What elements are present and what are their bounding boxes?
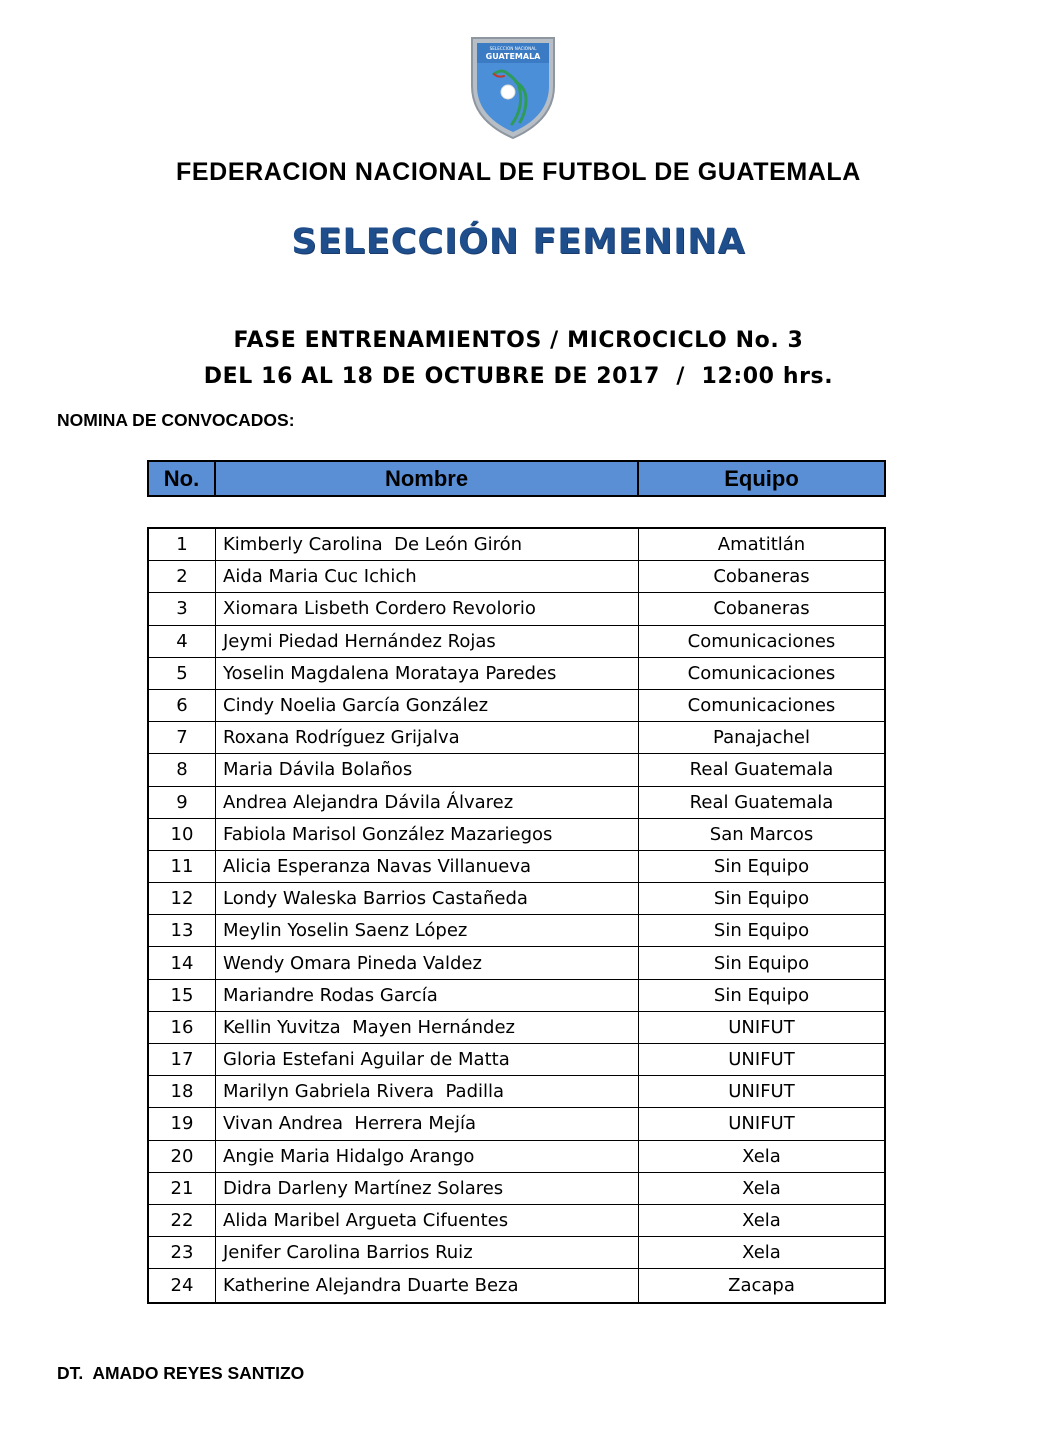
- cell-equipo: UNIFUT: [728, 1049, 795, 1071]
- table-row: [149, 658, 884, 690]
- cell-no: 2: [149, 561, 216, 592]
- cell-no: 8: [149, 754, 216, 785]
- column-header-equipo: Equipo: [724, 465, 799, 491]
- cell-nombre: Kimberly Carolina De León Girón: [216, 529, 639, 560]
- table-row: [149, 1076, 884, 1108]
- cell-no: 3: [149, 593, 216, 624]
- cell-equipo: UNIFUT: [728, 1016, 795, 1038]
- logo-line1: SELECCION NACIONAL: [489, 46, 537, 51]
- roster-table: [147, 527, 886, 1304]
- cell-nombre: Cindy Noelia García González: [216, 690, 639, 721]
- table-row: [149, 1141, 884, 1173]
- table-row: [149, 787, 884, 819]
- table-row: [149, 947, 884, 979]
- cell-no: 10: [149, 819, 216, 850]
- cell-nombre: Vivan Andrea Herrera Mejía: [216, 1108, 639, 1139]
- cell-equipo: Sin Equipo: [713, 888, 810, 910]
- cell-nombre: Katherine Alejandra Duarte Beza: [216, 1269, 639, 1301]
- table-row: [149, 883, 884, 915]
- cell-no: 18: [149, 1076, 216, 1107]
- table-row: [149, 722, 884, 754]
- cell-no: 17: [149, 1044, 216, 1075]
- phase-subtitle: FASE ENTRENAMIENTOS / MICROCICLO No. 3: [233, 328, 804, 353]
- cell-equipo: Sin Equipo: [713, 920, 810, 942]
- cell-no: 9: [149, 787, 216, 818]
- table-row: [149, 1044, 884, 1076]
- cell-equipo: Xela: [742, 1242, 781, 1264]
- cell-no: 21: [149, 1173, 216, 1204]
- cell-equipo: Cobaneras: [713, 598, 810, 620]
- cell-no: 11: [149, 851, 216, 882]
- table-header: [147, 460, 886, 497]
- cell-nombre: Fabiola Marisol González Mazariegos: [216, 819, 639, 850]
- table-row: [149, 915, 884, 947]
- cell-nombre: Angie Maria Hidalgo Arango: [216, 1141, 639, 1172]
- date-subtitle: DEL 16 AL 18 DE OCTUBRE DE 2017 / 12:00 hrs.: [203, 364, 834, 389]
- cell-no: 20: [149, 1141, 216, 1172]
- table-row: [149, 851, 884, 883]
- cell-nombre: Yoselin Magdalena Morataya Paredes: [216, 658, 639, 689]
- table-row: [149, 1269, 884, 1301]
- federation-shield-logo: [468, 34, 558, 140]
- selection-title: SELECCIÓN FEMENINA: [291, 222, 746, 262]
- cell-no: 22: [149, 1205, 216, 1236]
- table-row: [149, 980, 884, 1012]
- cell-equipo: UNIFUT: [728, 1081, 795, 1103]
- cell-nombre: Roxana Rodríguez Grijalva: [216, 722, 639, 753]
- cell-equipo: Xela: [742, 1145, 781, 1167]
- cell-nombre: Alida Maribel Argueta Cifuentes: [216, 1205, 639, 1236]
- table-row: [149, 690, 884, 722]
- cell-no: 15: [149, 980, 216, 1011]
- cell-equipo: Comunicaciones: [687, 695, 836, 717]
- table-row: [149, 1108, 884, 1140]
- cell-equipo: Sin Equipo: [713, 984, 810, 1006]
- table-row: [149, 593, 884, 625]
- cell-equipo: Real Guatemala: [689, 791, 834, 813]
- cell-nombre: Meylin Yoselin Saenz López: [216, 915, 639, 946]
- cell-equipo: Zacapa: [728, 1274, 795, 1296]
- cell-no: 6: [149, 690, 216, 721]
- cell-nombre: Wendy Omara Pineda Valdez: [216, 947, 639, 978]
- cell-nombre: Kellin Yuvitza Mayen Hernández: [216, 1012, 639, 1043]
- cell-no: 19: [149, 1108, 216, 1139]
- cell-nombre: Maria Dávila Bolaños: [216, 754, 639, 785]
- cell-equipo: Panajachel: [713, 727, 810, 749]
- table-row: [149, 754, 884, 786]
- table-row: [149, 1237, 884, 1269]
- cell-equipo: Amatitlán: [717, 534, 806, 556]
- cell-no: 14: [149, 947, 216, 978]
- cell-nombre: Marilyn Gabriela Rivera Padilla: [216, 1076, 639, 1107]
- cell-nombre: Aida Maria Cuc Ichich: [216, 561, 639, 592]
- column-header-nombre: Nombre: [216, 462, 639, 495]
- table-row: [149, 819, 884, 851]
- cell-equipo: Xela: [742, 1210, 781, 1232]
- cell-nombre: Mariandre Rodas García: [216, 980, 639, 1011]
- cell-no: 16: [149, 1012, 216, 1043]
- cell-nombre: Andrea Alejandra Dávila Álvarez: [216, 787, 639, 818]
- cell-equipo: UNIFUT: [728, 1113, 795, 1135]
- table-row: [149, 561, 884, 593]
- cell-equipo: Real Guatemala: [689, 759, 834, 781]
- cell-no: 13: [149, 915, 216, 946]
- ball-icon: [501, 85, 515, 99]
- column-header-no: No.: [149, 462, 216, 495]
- federation-title: FEDERACION NACIONAL DE FUTBOL DE GUATEMALA: [176, 158, 861, 186]
- cell-equipo: San Marcos: [709, 823, 814, 845]
- cell-equipo: Comunicaciones: [687, 630, 836, 652]
- nomina-label: NOMINA DE CONVOCADOS:: [57, 410, 295, 430]
- cell-nombre: Gloria Estefani Aguilar de Matta: [216, 1044, 639, 1075]
- cell-equipo: Sin Equipo: [713, 855, 810, 877]
- cell-equipo: Xela: [742, 1177, 781, 1199]
- coach-signature: DT. AMADO REYES SANTIZO: [57, 1363, 305, 1383]
- cell-no: 1: [149, 529, 216, 560]
- cell-no: 7: [149, 722, 216, 753]
- cell-no: 12: [149, 883, 216, 914]
- table-row: [149, 1205, 884, 1237]
- cell-no: 5: [149, 658, 216, 689]
- cell-no: 4: [149, 626, 216, 657]
- table-row: [149, 529, 884, 561]
- cell-equipo: Cobaneras: [713, 566, 810, 588]
- cell-equipo: Sin Equipo: [713, 952, 810, 974]
- cell-nombre: Xiomara Lisbeth Cordero Revolorio: [216, 593, 639, 624]
- cell-nombre: Didra Darleny Martínez Solares: [216, 1173, 639, 1204]
- cell-nombre: Alicia Esperanza Navas Villanueva: [216, 851, 639, 882]
- cell-nombre: Jenifer Carolina Barrios Ruiz: [216, 1237, 639, 1268]
- cell-nombre: Londy Waleska Barrios Castañeda: [216, 883, 639, 914]
- cell-equipo: Comunicaciones: [687, 662, 836, 684]
- cell-nombre: Jeymi Piedad Hernández Rojas: [216, 626, 639, 657]
- cell-no: 24: [149, 1269, 216, 1301]
- table-row: [149, 1012, 884, 1044]
- table-row: [149, 1173, 884, 1205]
- table-row: [149, 626, 884, 658]
- logo-line2: GUATEMALA: [485, 52, 541, 61]
- cell-no: 23: [149, 1237, 216, 1268]
